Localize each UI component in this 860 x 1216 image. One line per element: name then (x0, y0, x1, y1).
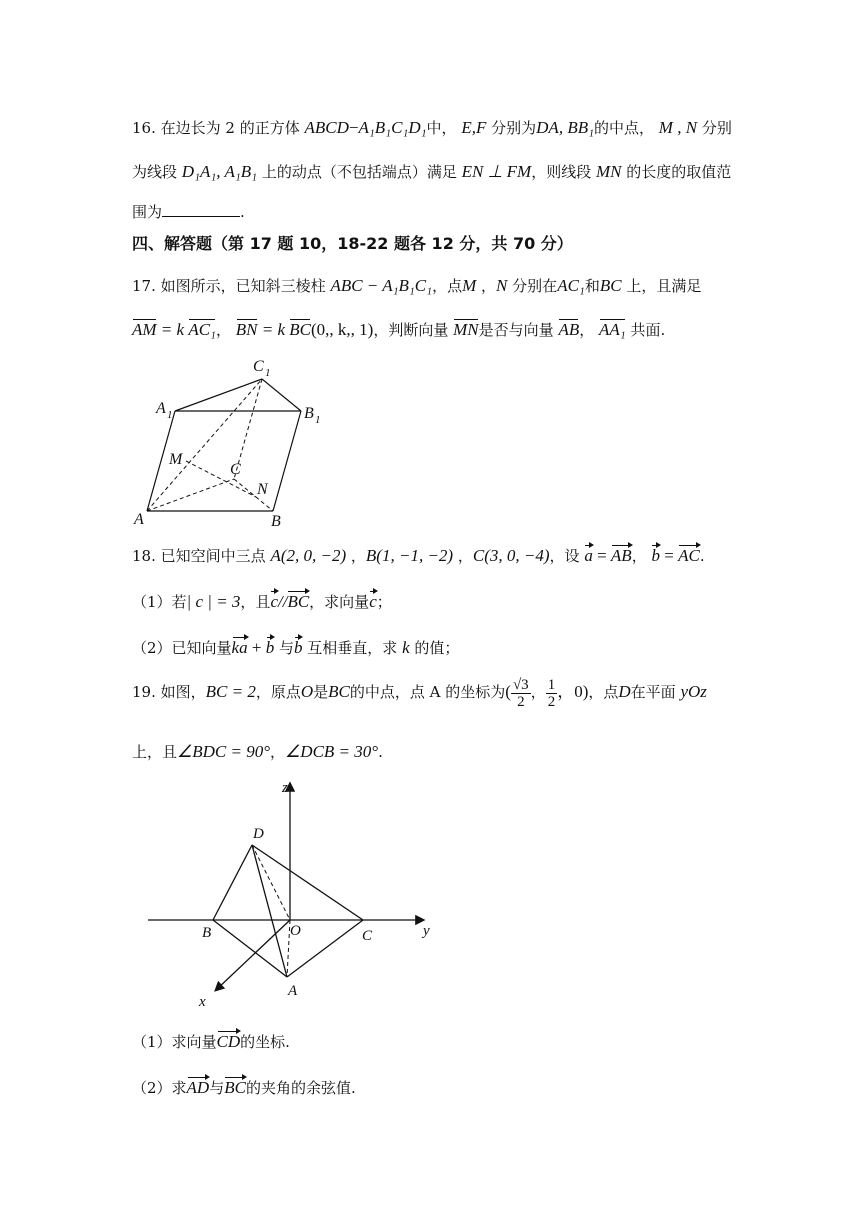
question-number: 19. (132, 683, 156, 701)
label-c1: C (253, 358, 264, 375)
text: ，设 (549, 547, 580, 565)
text: 上的动点（不包括端点）满足 (261, 163, 457, 181)
label-c: C (230, 461, 241, 478)
vector: b (293, 638, 303, 657)
math: ( (505, 682, 511, 701)
math: B(1, −1, −2) (365, 546, 454, 565)
denominator: 2 (517, 693, 525, 710)
text: ，原点 (255, 683, 301, 701)
vector: AC₁ (188, 320, 216, 339)
vector: AB (610, 546, 632, 565)
text: ， (270, 743, 286, 761)
text: 已知空间中三点 (160, 547, 266, 565)
prism-figure (128, 352, 358, 532)
text: ， (457, 547, 473, 565)
section-heading: 四、解答题（第 17 题 10，18-22 题各 12 分，共 70 分） (132, 234, 573, 253)
question-number: 18. (132, 547, 156, 565)
math: ABCD (304, 118, 349, 137)
text: ，则线段 (531, 163, 592, 181)
math: D₁A₁, A₁B₁ (181, 162, 258, 181)
math: + (247, 638, 266, 657)
math: AC₁ (557, 276, 585, 295)
math: E,F (461, 118, 487, 137)
label-c: C (362, 928, 373, 944)
math: D (618, 682, 631, 701)
text: ， (631, 547, 647, 565)
math: = k (257, 320, 290, 339)
q16-line-3 (132, 202, 245, 222)
fraction-sqrt3-over-2 (511, 677, 531, 710)
text: 围为 (132, 203, 163, 221)
q17-line-2 (132, 318, 665, 340)
label-y: y (423, 923, 430, 939)
text: ，求向量 (309, 593, 370, 611)
label-a: A (288, 983, 298, 999)
q19-part-1 (132, 1030, 290, 1052)
math: ∠BDC = 90° (177, 742, 271, 761)
math: k (402, 638, 410, 657)
vector: AC (678, 546, 700, 565)
text: . (240, 203, 245, 221)
vector: BC (287, 592, 310, 611)
edge-a1c1 (175, 379, 262, 411)
vector: AA₁ (599, 320, 626, 339)
edge-db (213, 845, 252, 920)
label-b: B (202, 925, 212, 941)
text: . (378, 743, 383, 761)
math: BC = 2 (205, 682, 256, 701)
text: ， (481, 277, 497, 295)
text: ， (579, 321, 595, 339)
math: ∠DCB = 30° (285, 742, 379, 761)
vector: BC (289, 320, 312, 339)
label-b1: B (304, 405, 314, 422)
text: 上，且 (132, 743, 178, 761)
math: = k (156, 320, 189, 339)
text: 互相垂直，求 (307, 639, 398, 657)
math: N (496, 276, 508, 295)
vector: CD (216, 1032, 241, 1051)
q18-line-1 (132, 544, 705, 566)
label-z: z (282, 780, 288, 796)
segment-do (252, 845, 290, 920)
math: A(2, 0, −2) (270, 546, 347, 565)
text: 如图， (160, 683, 206, 701)
math: M , N (658, 118, 698, 137)
math: DA, BB₁ (536, 118, 594, 137)
text: ， (350, 547, 366, 565)
label-b: B (271, 513, 281, 530)
q16-line-2 (132, 162, 731, 182)
edge-b1b (273, 411, 301, 511)
text: 与 (209, 1079, 225, 1097)
text: 在平面 (630, 683, 676, 701)
text: 分别 (701, 119, 732, 137)
q17-line-1 (132, 276, 701, 296)
text: 的长度的取值范 (626, 163, 732, 181)
vector: BC (224, 1078, 246, 1097)
label-m: M (169, 451, 183, 468)
text: ，点 (588, 683, 619, 701)
answer-blank (162, 202, 240, 217)
label-b1-sub: 1 (315, 414, 321, 426)
denominator: 2 (547, 693, 556, 710)
math: = (592, 546, 611, 565)
text: 的夹角的余弦值. (245, 1079, 356, 1097)
text: 在边长为 2 的正方体 (160, 119, 300, 137)
vector: a (584, 546, 593, 565)
text: ， (530, 683, 546, 701)
label-x: x (199, 994, 206, 1010)
text: 的中点，点 A 的坐标为 (349, 683, 506, 701)
text: 是否与向量 (478, 321, 554, 339)
question-number: 16. (132, 119, 156, 137)
vector: MN (453, 320, 479, 339)
text: （2）求 (132, 1079, 187, 1097)
text: ； (376, 593, 392, 611)
question-number: 17. (132, 277, 156, 295)
text: （1）若 (132, 593, 187, 611)
vector: c (270, 592, 278, 611)
text: 的坐标. (240, 1033, 290, 1051)
math: − (348, 118, 359, 137)
vector: b (651, 546, 660, 565)
math: O (300, 682, 314, 701)
label-a1-sub: 1 (167, 409, 173, 421)
label-d: D (253, 826, 264, 842)
math: EN ⊥ FM (461, 162, 532, 181)
edge-ba (213, 920, 287, 977)
math: ，0) (557, 682, 589, 701)
text: 的中点， (594, 119, 655, 137)
math: M (462, 276, 477, 295)
numerator: √3 (512, 676, 529, 693)
q18-part-2 (132, 636, 459, 658)
text: 是 (313, 683, 329, 701)
text: ，且 (240, 593, 271, 611)
text: 和 (584, 277, 600, 295)
label-a1: A (156, 400, 166, 417)
math: C(3, 0, −4) (472, 546, 550, 565)
math: // (277, 592, 288, 611)
label-o: O (290, 923, 301, 939)
math: MN (596, 162, 622, 181)
text: 共面. (630, 321, 666, 339)
q19-part-2 (132, 1076, 356, 1098)
text: 中， (426, 119, 457, 137)
text: 上，且满足 (626, 277, 702, 295)
text: 的值； (414, 639, 460, 657)
q19-line-2 (132, 742, 383, 762)
numerator: 1 (547, 676, 556, 693)
label-c1-sub: 1 (265, 367, 271, 379)
coordinate-figure (140, 770, 440, 1010)
text: 分别在 (512, 277, 558, 295)
math: (0,, k,, 1) (311, 320, 374, 339)
math: ABC − A₁B₁C₁ (330, 276, 433, 295)
vector: AD (186, 1078, 210, 1097)
text: 与 (278, 639, 294, 657)
text: 分别为 (491, 119, 537, 137)
q18-part-1 (132, 590, 392, 612)
math: = (659, 546, 679, 565)
vector: b (265, 638, 275, 657)
label-n: N (257, 481, 268, 498)
text: ，判断向量 (373, 321, 449, 339)
text: （2）已知向量 (132, 639, 232, 657)
text: （1）求向量 (132, 1033, 217, 1051)
edge-c1b1 (262, 379, 301, 411)
q19-line-1 (132, 672, 707, 712)
vector: c (369, 592, 377, 611)
vector: BN (235, 320, 258, 339)
label-a: A (134, 511, 144, 528)
text: ， (215, 321, 231, 339)
vector: ka (231, 638, 248, 657)
math: BC (599, 276, 622, 295)
edge-ac (147, 479, 234, 511)
text: ，点 (432, 277, 463, 295)
text: 如图所示，已知斜三棱柱 (160, 277, 326, 295)
math: A₁B₁C₁D₁ (358, 118, 427, 137)
math: BC (328, 682, 350, 701)
math: | c | = 3 (186, 592, 241, 611)
vector: AB (558, 320, 580, 339)
vector: AM (132, 320, 157, 339)
math: yOz (680, 682, 707, 701)
q16-line-1 (132, 118, 732, 138)
text: 为线段 (132, 163, 178, 181)
text: . (699, 547, 705, 565)
fraction-1-over-2 (546, 677, 558, 710)
segment-mn (186, 461, 256, 497)
